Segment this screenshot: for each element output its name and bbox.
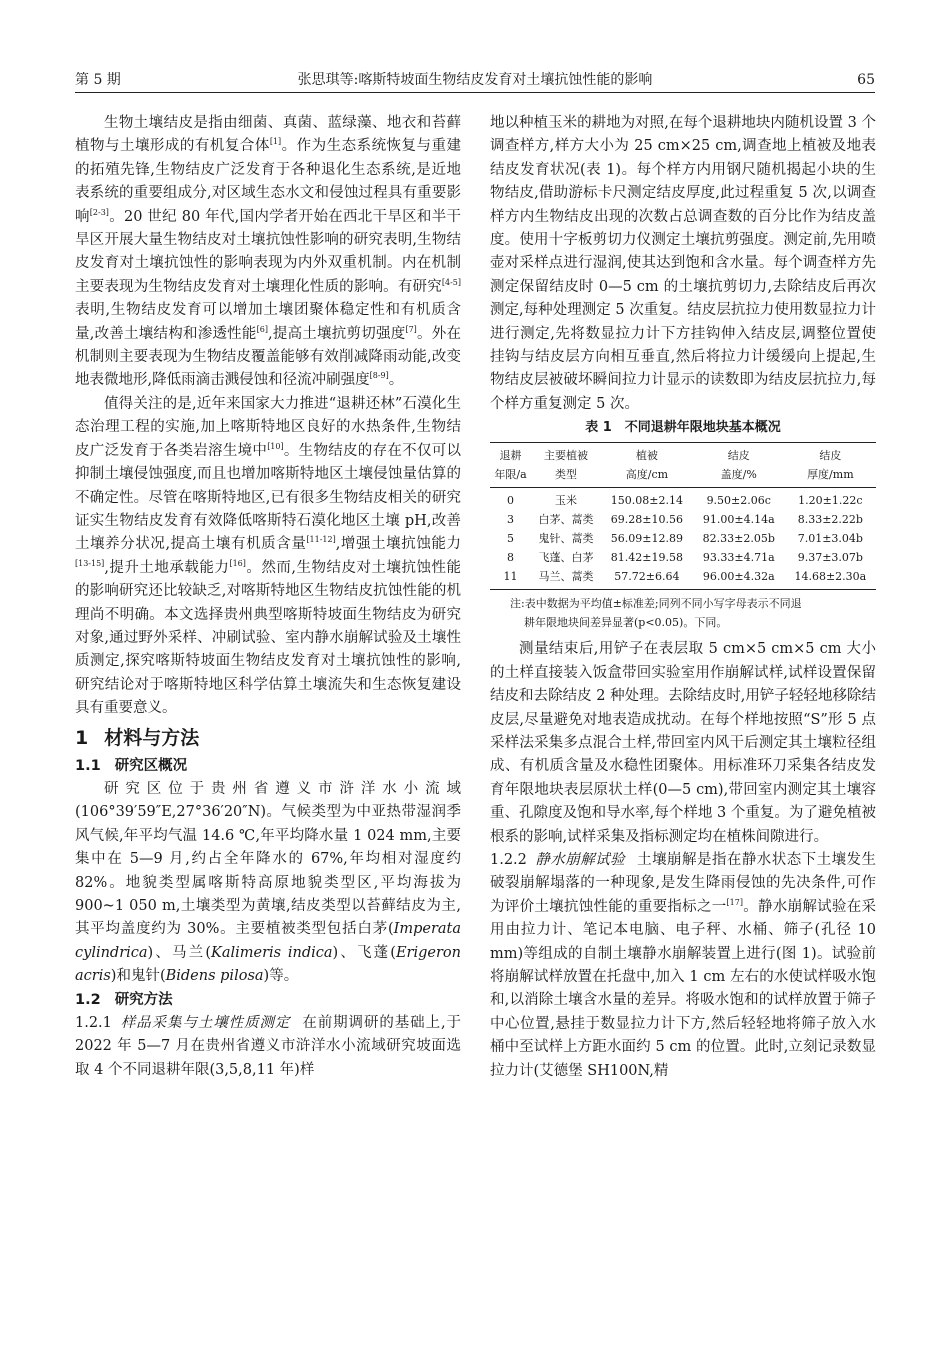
citation[interactable]: [6] [256, 324, 268, 334]
citation[interactable]: [7] [405, 324, 417, 334]
issue-number: 第 5 期 [75, 72, 121, 88]
table-row: 3 白茅、蒿类 69.28±10.56 91.00±4.14a 8.33±2.22b [507, 513, 863, 527]
table-note: 注:表中数据为平均值±标准差;同列不同小写字母表示不同退 耕年限地块间差异显著(p<0.05)。下同。 [510, 597, 802, 630]
citation[interactable]: [11-12] [306, 535, 336, 545]
left-column [75, 112, 461, 1082]
table-header-row: 年限/a 类型 高度/cm 盖度/% 厚度/mm [490, 465, 876, 488]
table-1 [490, 442, 876, 590]
intro-paragraph-2: 值得关注的是,近年来国家大力推进“退耕还林”石漠化生态治理工程的实施,加上喀斯特地区良好的水热条件,生物结皮广泛发育于各类岩溶生境中[10]。生物结皮的存在不仅可以抑制土壤侵蚀强度,而且也增加喀斯特地区土壤侵蚀量估算的不确定性。尽管在喀斯特地区,已有很多生物结皮相关的研究证实生物结皮发育有效降低喀斯特石漠化地区土壤 pH,改善土壤养分状况,提高土壤有机质含量[11-12],增强土壤抗蚀能力[13-15],提升土地承载能力[16]。然而,生物结皮对土壤抗蚀性能的影响研究还比较缺乏,对喀斯特地区生物结皮抗蚀性能的机理尚不明确。本文选择贵州典型喀斯特坡面生物结皮为研究对象,通过野外采样、冲刷试验、室内静水崩解试验及土壤性质测定,探究喀斯特坡面生物结皮发育对土壤抗蚀性的影响,研究结论对于喀斯特地区科学估算土壤流失和生态恢复建设具有重要意义。 [75, 395, 462, 717]
citation[interactable]: [16] [229, 558, 246, 568]
table-row: 11 马兰、蒿类 57.72±6.64 96.00±4.32a 14.68±2.30a [490, 567, 876, 590]
citation[interactable]: [2-3] [89, 207, 109, 217]
methods-paragraph-1-2-1: 1.2.1 样品采集与土壤性质测定 在前期调研的基础上,于 2022 年 5—7 月在贵州省遵义市浒洋水小流域研究坡面选取 4 个不同退耕年限(3,5,8,11 年)样 [75, 1015, 462, 1078]
page-header [75, 0, 875, 94]
study-area-paragraph: 研究区位于贵州省遵义市浒洋水小流域(106°39′59″E,27°36′20″N)。气候类型为中亚热带湿润季风气候,年平均气温 14.6 ℃,年平均降水量 1 024 mm,主要集中在 5—9 月,约占全年降水的 67%,年均相对湿度约 82%。地貌类型属喀斯特高原地貌类型区,平均海拔为 900~1 050 m,土壤类型为黄壤,结皮类型以苔藓结皮为主,其平均盖度约为 30%。主要植被类型包括白茅(Imperata cylindrica)、马兰(Kalimeris indica)、飞蓬(Erigeron acris)和鬼针(Bidens pilosa)等。 [75, 780, 461, 985]
sampling-paragraph: 测量结束后,用铲子在表层取 5 cm×5 cm×5 cm 大小的土样直接装入饭盒带回实验室用作崩解试样,试样设置保留结皮和去除结皮 2 种处理。去除结皮时,用铲子轻轻地移除结皮层,尽量避免对地表造成扰动。在每个样地按照“S”形 5 点采样法采集多点混合土样,带回室内风干后测定其土壤粒径组成、有机质含量及水稳性团聚体。用标准环刀采集各结皮发育年限地块表层原状土样(0—5 cm),带回室内测定其土壤容重、孔隙度及饱和导水率,每个样地 3 个重复。为了避免植被根系的影响,试样采集及指标测定均在植株间隙进行。 [490, 641, 876, 845]
citation[interactable]: [10] [267, 441, 284, 451]
citation[interactable]: [8-9] [369, 371, 389, 381]
table-row: 8 飞蓬、白茅 81.42±19.58 93.33±4.71a 9.37±3.07b [507, 551, 863, 565]
methods-paragraph-continued: 地以种植玉米的耕地为对照,在每个退耕地块内随机设置 3 个调查样方,样方大小为 25 cm×25 cm,调查地上植被及地表结皮发育状况(表 1)。每个样方内用钢尺随机揭起小块的生物结皮,借助游标卡尺测定结皮厚度,此过程重复 5 次,以调查样方内生物结皮出现的次数占总调查数的百分比作为结皮盖度。使用十字板剪切力仪测定土壤抗剪强度。测定前,先用喷壶对采样点进行湿润,使其达到饱和含水量。每个调查样方先测定保留结皮时 0—5 cm 的土壤抗剪切力,去除结皮后再次测定,每种处理测定 5 次重复。结皮层抗拉力使用数显拉力计进行测定,先将数显拉力计下方挂钩伸入结皮层,调整位置使挂钩与结皮层方向相互垂直,然后将拉力计缓缓向上提起,生物结皮层被破坏瞬间拉力计显示的读数即为结皮层抗拉力,每个样方重复测定 5 次。 [490, 115, 876, 412]
subsection-title: 样品采集与土壤性质测定 [119, 1015, 291, 1032]
table-row: 0 玉米 150.08±2.14 9.50±2.06c 1.20±1.22c [507, 494, 863, 508]
intro-paragraph-1: 生物土壤结皮是指由细菌、真菌、蓝绿藻、地衣和苔藓植物与土壤形成的有机复合体[1]。作为生态系统恢复与重建的拓殖先锋,生物结皮广泛发育于各种退化生态系统,是近地表系统的重要组成分,对区域生态水文和侵蚀过程具有重要影响[2-3]。20 世纪 80 年代,国内学者开始在西北干旱区和半干旱区开展大量生物结皮对土壤抗蚀性影响的研究表明,生物结皮发育对土壤抗蚀性的影响表现为内外双重机制。内在机制主要表现为生物结皮发育对土壤理化性质的影响。有研究[4-5]表明,生物结皮发育可以增加土壤团聚体稳定性和有机质含量,改善土壤结构和渗透性能[6],提高土壤抗剪切强度[7]。外在机制则主要表现为生物结皮覆盖能够有效削减降雨动能,改变地表微地形,降低雨滴击溅侵蚀和径流冲刷强度[8-9]。 [75, 115, 462, 389]
citation[interactable]: [17] [726, 897, 743, 907]
section-heading-1: 1 材料与方法 [75, 726, 200, 749]
running-title: 张思琪等:喀斯特坡面生物结皮发育对土壤抗蚀性能的影响 [297, 72, 653, 88]
section-heading-1-1: 1.1 研究区概况 [75, 757, 188, 774]
citation[interactable]: [1] [269, 137, 282, 147]
table-caption: 表 1 不同退耕年限地块基本概况 [585, 420, 781, 436]
table-header-row: 退耕 主要植被 植被 结皮 结皮 [490, 443, 876, 466]
subsection-title: 静水崩解试验 [534, 851, 626, 868]
header-rule [75, 92, 875, 93]
section-heading-1-2: 1.2 研究方法 [75, 991, 173, 1008]
citation[interactable]: [4-5] [441, 277, 461, 287]
citation[interactable]: [13-15] [75, 558, 105, 568]
methods-paragraph-1-2-2: 1.2.2 静水崩解试验 土壤崩解是指在静水状态下土壤发生破裂崩解塌落的一种现象,是发生降雨侵蚀的先决条件,可作为评价土壤抗蚀性能的重要指标之一[17]。静水崩解试验在采用由拉力计、笔记本电脑、电子秤、水桶、筛子(孔径 10 mm)等组成的自制土壤静水崩解装置上进行(图 1)。试验前将崩解试样放置在托盘中,加入 1 cm 左右的水使试样吸水饱和,以消除土壤含水量的差异。将吸水饱和的试样放置于筛子中心位置,悬挂于数显拉力计下方,然后轻轻地将筛子放入水桶中至试样上方距水面约 5 cm 的位置。此时,立刻记录数显拉力计(艾德堡 SH100N,精 [490, 851, 877, 1079]
right-column [490, 112, 876, 1083]
page-number: 65 [857, 72, 875, 88]
table-row: 5 鬼针、蒿类 56.09±12.89 82.33±2.05b 7.01±3.04b [507, 532, 863, 546]
